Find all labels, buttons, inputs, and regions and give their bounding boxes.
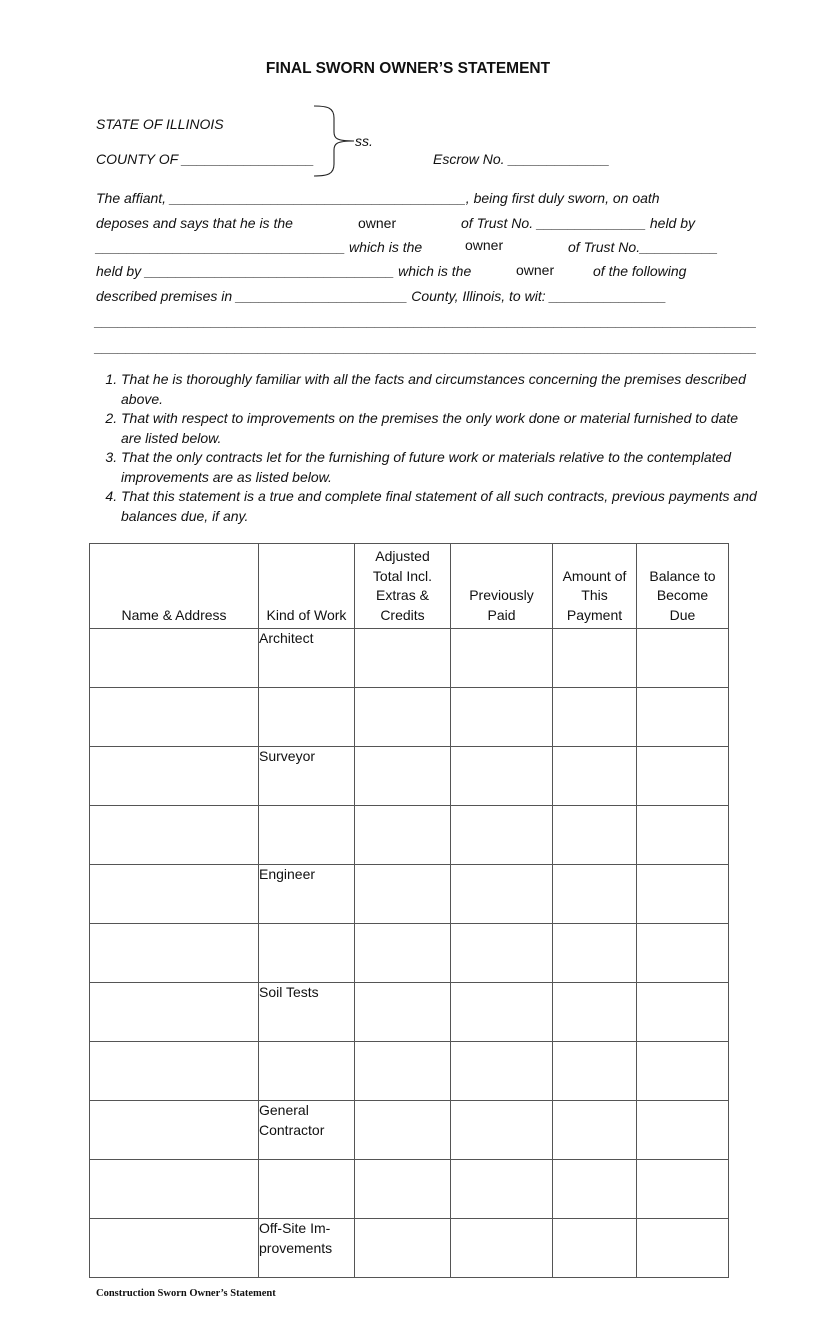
header-name-address: Name & Address — [90, 544, 259, 629]
name-address-cell[interactable] — [90, 806, 259, 865]
header-adjusted-total: Adjusted Total Incl. Extras & Credits — [355, 544, 451, 629]
header-kind-of-work: Kind of Work — [259, 544, 355, 629]
name-address-cell[interactable] — [90, 983, 259, 1042]
affidavit-line-3-end: of Trust No.__________ — [568, 239, 718, 255]
name-address-cell[interactable] — [90, 865, 259, 924]
adjusted-total-cell[interactable] — [355, 924, 451, 983]
previously-paid-cell[interactable] — [451, 1219, 553, 1278]
table-row — [90, 806, 729, 865]
owner-word: owner — [465, 237, 504, 253]
name-address-cell[interactable] — [90, 1219, 259, 1278]
amount-payment-cell[interactable] — [553, 747, 637, 806]
adjusted-total-cell[interactable] — [355, 865, 451, 924]
amount-payment-cell[interactable] — [553, 865, 637, 924]
balance-due-cell[interactable] — [637, 1219, 729, 1278]
amount-payment-cell[interactable] — [553, 629, 637, 688]
statement-item: 1. That he is thoroughly familiar with all the facts and circumstances concerning the premises described above. — [121, 370, 761, 409]
adjusted-total-cell[interactable] — [355, 1042, 451, 1101]
bracket-icon — [312, 104, 356, 178]
balance-due-cell[interactable] — [637, 629, 729, 688]
statement-item: 3. That the only contracts let for the furnishing of future work or materials relative to the contemplated improvements are as listed below. — [121, 448, 761, 487]
statement-item: 2. That with respect to improvements on the premises the only work done or material furnished to date are listed below. — [121, 409, 761, 448]
kind-of-work-cell: General Contractor — [259, 1101, 355, 1160]
table-row — [90, 983, 729, 1042]
balance-due-cell[interactable] — [637, 806, 729, 865]
kind-of-work-cell: Off-Site Im-provements — [259, 1219, 355, 1278]
balance-due-cell[interactable] — [637, 1160, 729, 1219]
page-footer: Construction Sworn Owner’s Statement — [96, 1288, 276, 1299]
kind-of-work-cell — [259, 1042, 355, 1101]
table-row — [90, 688, 729, 747]
owner-word: owner — [358, 215, 397, 231]
kind-of-work-cell: Architect — [259, 629, 355, 688]
kind-of-work-cell: Surveyor — [259, 747, 355, 806]
kind-of-work-cell: Soil Tests — [259, 983, 355, 1042]
table-row — [90, 1219, 729, 1278]
statement-list — [96, 370, 761, 526]
previously-paid-cell[interactable] — [451, 1042, 553, 1101]
kind-of-work-cell — [259, 924, 355, 983]
previously-paid-cell[interactable] — [451, 1101, 553, 1160]
kind-of-work-cell — [259, 688, 355, 747]
previously-paid-cell[interactable] — [451, 806, 553, 865]
amount-payment-cell[interactable] — [553, 1219, 637, 1278]
amount-payment-cell[interactable] — [553, 688, 637, 747]
previously-paid-cell[interactable] — [451, 629, 553, 688]
name-address-cell[interactable] — [90, 924, 259, 983]
name-address-cell[interactable] — [90, 1101, 259, 1160]
affidavit-line-3-start: ________________________________ which is the — [96, 239, 423, 255]
name-address-cell[interactable] — [90, 747, 259, 806]
affidavit-line-1: The affiant, ______________________________________, being first duly sworn, on oath — [96, 190, 660, 206]
previously-paid-cell[interactable] — [451, 983, 553, 1042]
kind-of-work-cell — [259, 1160, 355, 1219]
balance-due-cell[interactable] — [637, 1042, 729, 1101]
header-amount-this-payment: Amount of This Payment — [553, 544, 637, 629]
statement-item: 4. That this statement is a true and complete final statement of all such contracts, previous payments and balances due, if any. — [121, 487, 761, 526]
county-label: COUNTY OF _________________ — [96, 151, 315, 167]
affidavit-line-5: described premises in ______________________ County, Illinois, to wit: _______________ — [96, 288, 667, 304]
balance-due-cell[interactable] — [637, 924, 729, 983]
amount-payment-cell[interactable] — [553, 1042, 637, 1101]
amount-payment-cell[interactable] — [553, 924, 637, 983]
table-row — [90, 1042, 729, 1101]
balance-due-cell[interactable] — [637, 865, 729, 924]
previously-paid-cell[interactable] — [451, 865, 553, 924]
page-title: FINAL SWORN OWNER’S STATEMENT — [265, 60, 551, 77]
kind-of-work-cell — [259, 806, 355, 865]
adjusted-total-cell[interactable] — [355, 1101, 451, 1160]
balance-due-cell[interactable] — [637, 1101, 729, 1160]
balance-due-cell[interactable] — [637, 983, 729, 1042]
previously-paid-cell[interactable] — [451, 688, 553, 747]
adjusted-total-cell[interactable] — [355, 629, 451, 688]
affidavit-line-4-end: of the following — [593, 263, 687, 279]
amount-payment-cell[interactable] — [553, 983, 637, 1042]
table-row — [90, 1101, 729, 1160]
table-row — [90, 865, 729, 924]
table-row — [90, 747, 729, 806]
ss-label: ss. — [355, 133, 373, 149]
balance-due-cell[interactable] — [637, 688, 729, 747]
affidavit-line-2-end: of Trust No. ______________ held by — [461, 215, 696, 231]
adjusted-total-cell[interactable] — [355, 1219, 451, 1278]
previously-paid-cell[interactable] — [451, 924, 553, 983]
adjusted-total-cell[interactable] — [355, 1160, 451, 1219]
table-row — [90, 1160, 729, 1219]
amount-payment-cell[interactable] — [553, 1160, 637, 1219]
name-address-cell[interactable] — [90, 688, 259, 747]
amount-payment-cell[interactable] — [553, 806, 637, 865]
name-address-cell[interactable] — [90, 629, 259, 688]
name-address-cell[interactable] — [90, 1042, 259, 1101]
adjusted-total-cell[interactable] — [355, 983, 451, 1042]
previously-paid-cell[interactable] — [451, 747, 553, 806]
state-label: STATE OF ILLINOIS — [96, 116, 224, 132]
affidavit-line-2-start: deposes and says that he is the — [96, 215, 293, 231]
blank-line-1: _____________________________________________________________________________________ — [95, 313, 757, 329]
balance-due-cell[interactable] — [637, 747, 729, 806]
header-previously-paid: Previously Paid — [451, 544, 553, 629]
affidavit-line-4-start: held by ________________________________ which is the — [96, 263, 472, 279]
table-row — [90, 924, 729, 983]
name-address-cell[interactable] — [90, 1160, 259, 1219]
table-header-row — [90, 544, 729, 629]
escrow-label: Escrow No. _____________ — [433, 151, 610, 167]
adjusted-total-cell[interactable] — [355, 747, 451, 806]
header-balance-due: Balance to Become Due — [637, 544, 729, 629]
owner-word: owner — [516, 262, 555, 278]
table-row — [90, 629, 729, 688]
blank-line-2: _____________________________________________________________________________________ — [95, 339, 757, 355]
adjusted-total-cell[interactable] — [355, 688, 451, 747]
adjusted-total-cell[interactable] — [355, 806, 451, 865]
previously-paid-cell[interactable] — [451, 1160, 553, 1219]
payments-table — [89, 543, 729, 1278]
kind-of-work-cell: Engineer — [259, 865, 355, 924]
amount-payment-cell[interactable] — [553, 1101, 637, 1160]
